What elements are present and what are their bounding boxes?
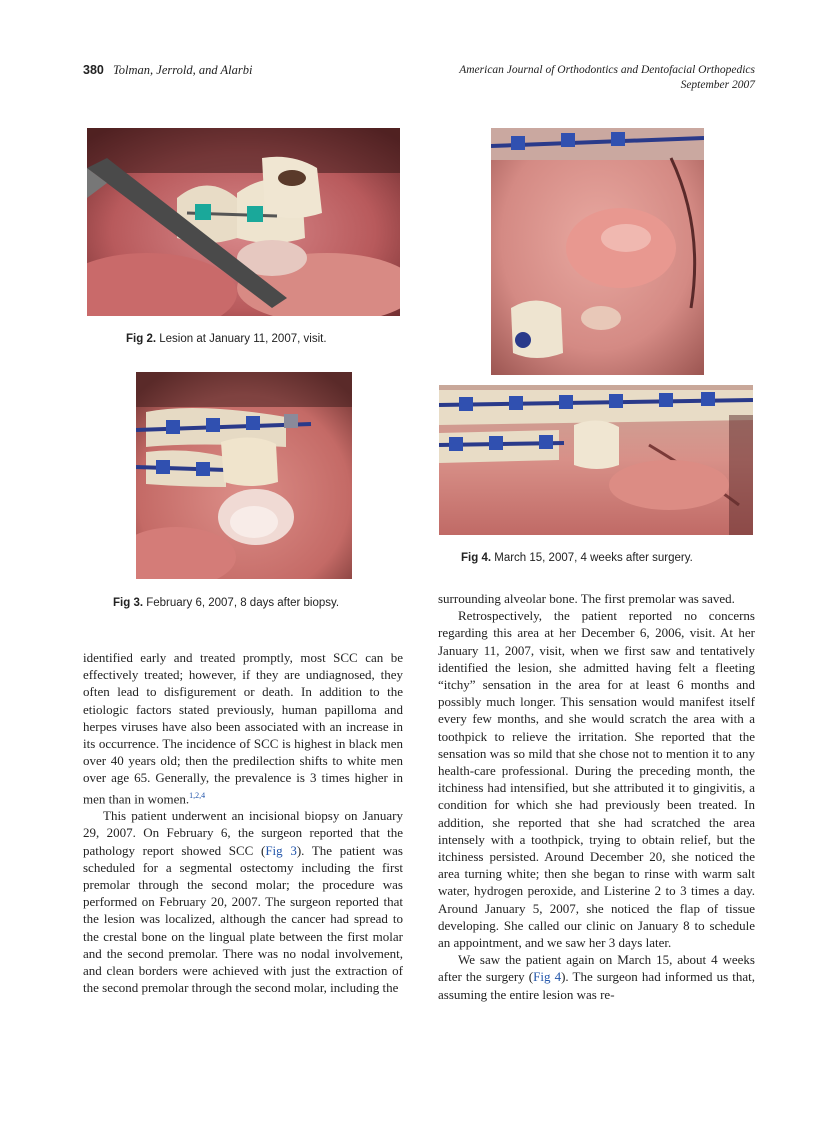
fig4-text: March 15, 2007, 4 weeks after surgery.: [494, 552, 693, 564]
fig2-caption: [126, 333, 327, 345]
fig2-text: Lesion at January 11, 2007, visit.: [159, 333, 327, 345]
fig4-label: Fig 4.: [461, 552, 492, 564]
citation-refs[interactable]: 1,2,4: [189, 790, 206, 800]
right-paragraph-2: Retrospectively, the patient reported no concerns regarding this area at her December 6, 2006, visit. At her January 11, 2007, visit, when we first saw and tentatively identified the lesion, she admitted having felt a fleeting “itchy” sensation in the area for at least 6 months and possibly much longer. This sensation would manifest itself every few months, and she would scratch the area with a toothpick to relieve the irritation. She reported that the sensation was so mild that she chose not to mention it to any health-care professional. During the preceding month, the itchiness had intensified, but she attributed it to gingivitis, a condition for which she had previously been treated. In addition, she reported that she had scratched the area intensely with a toothpick, trying to obtain relief, but the itchiness persisted. Around December 20, she noticed the area turning white; then she began to rinse with warm salt water, hydrogen peroxide, and Listerine 2 to 3 times a day. Around January 5, 2007, she noticed the flap of tissue developing. She called our clinic on January 8 to schedule an appointment, and we saw her 3 days later.: [438, 608, 755, 951]
right-paragraph-1: surrounding alveolar bone. The first premolar was saved.: [438, 591, 735, 606]
fig3-link[interactable]: Fig 3: [265, 842, 297, 858]
left-p2-text-a: This patient underwent an incisional biopsy on January 29, 2007. On February 6, the surgeon reported that the pathology report showed SCC (: [83, 808, 403, 858]
fig4-caption: [461, 552, 693, 564]
fig3-photo: [136, 372, 352, 579]
running-header-right: [459, 63, 755, 93]
left-p2-text-b: ). The patient was scheduled for a segmental ostectomy including the first premolar through the second molar; the procedure was performed on February 20, 2007. The surgeon reported that the lesion was localized, although the cancer had spread to the crestal bone on the lingual plate between the first molar and the second premolar. There was no nodal involvement, and clean borders were achieved with just the extraction of the second premolar through the second molar, including the: [83, 842, 403, 996]
left-column: [83, 649, 403, 996]
fig3-caption: [113, 597, 339, 609]
fig3-label: Fig 3.: [113, 597, 144, 609]
fig4-photo-top: [491, 128, 704, 375]
fig2-label: Fig 2.: [126, 333, 157, 345]
running-authors: Tolman, Jerrold, and Alarbi: [112, 63, 253, 77]
right-p3-text-b: ). The surgeon had informed us that, assuming the entire lesion was re-: [438, 969, 755, 1002]
running-header-left: [83, 63, 252, 78]
journal-title: American Journal of Orthodontics and Dentofacial Orthopedics: [459, 64, 755, 76]
fig4-link[interactable]: Fig 4: [533, 969, 562, 985]
right-p3-text-a: We saw the patient again on March 15, about 4 weeks after the surgery (: [438, 952, 755, 985]
left-paragraph-1: [83, 649, 403, 807]
journal-issue: September 2007: [680, 79, 755, 91]
right-paragraph-3: [438, 951, 755, 1003]
right-column: [438, 590, 755, 1003]
left-paragraph-2: [83, 807, 403, 996]
left-p1-text: identified early and treated promptly, most SCC can be effectively treated; however, if they are undiagnosed, they often lead to disfigurement or death. In addition to the etiologic factors stated previously, human papilloma and herpes viruses have also been associated with an increase in its occurrence. The incidence of SCC is highest in black men over 40 years old; then the predilection shifts to white men over age 65. Generally, the prevalence is 3 times higher in men than in women.: [83, 650, 403, 806]
page-number: 380: [83, 63, 104, 77]
fig4-photo-bottom: [439, 385, 753, 535]
fig2-photo: [87, 128, 400, 316]
fig3-text: February 6, 2007, 8 days after biopsy.: [146, 597, 340, 609]
